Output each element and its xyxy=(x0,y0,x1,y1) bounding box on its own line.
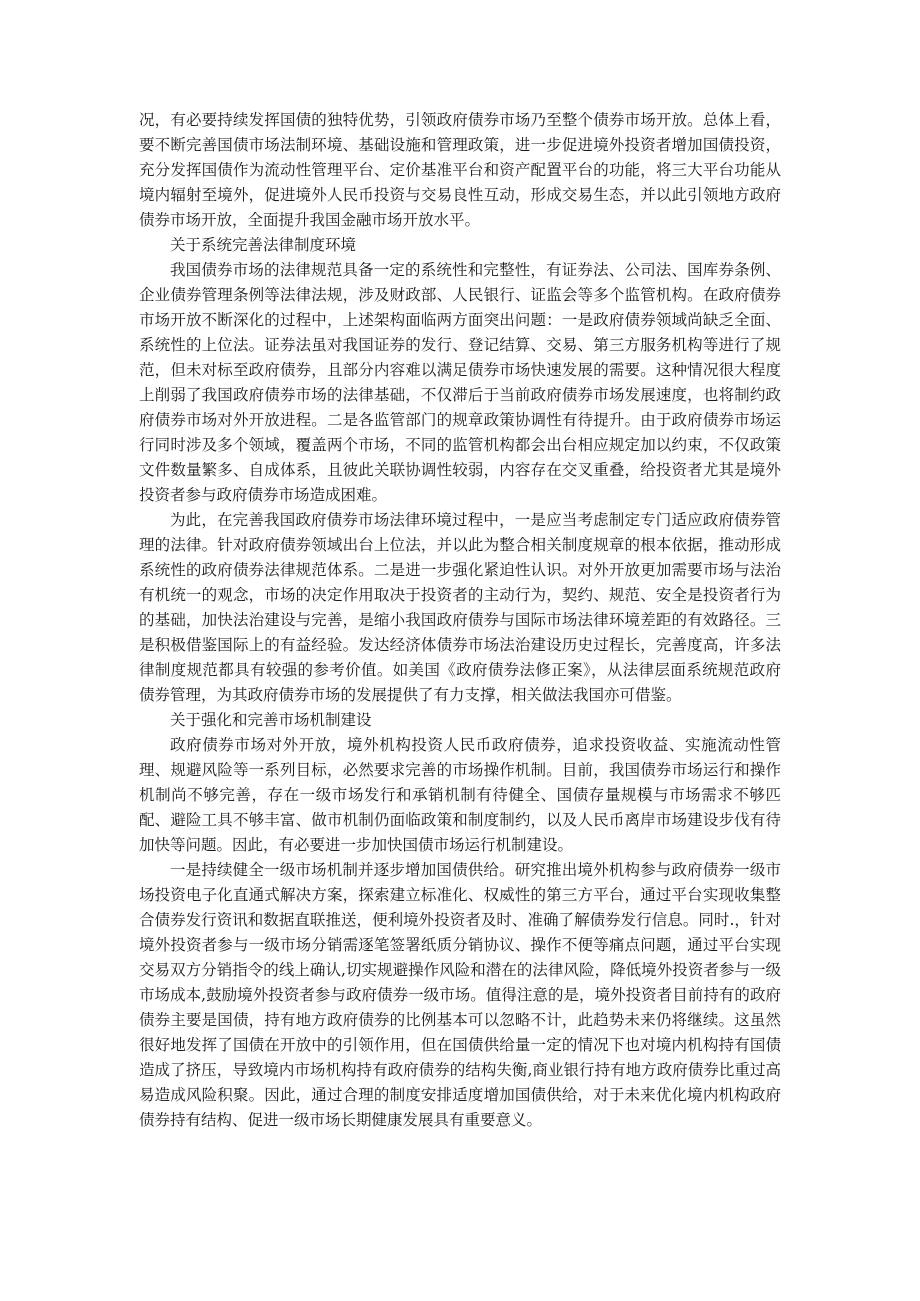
section-heading: 关于系统完善法律制度环境 xyxy=(170,236,357,254)
body-paragraph: 一是持续健全一级市场机制并逐步增加国债供给。研究推出境外机构参与政府债券一级市场投资电子化直通式解决方案，探索建立标准化、权威性的第三方平台，通过平台实现收集整合债券发行资讯和数据直联推送，便利境外投资者及时、准确了解债券发行信息。同时.，针对境外投资者参与一级市场分销需逐笔签署纸质分销协议、操作不便等痛点问题，通过平台实现交易双方分销指令的线上确认,切实规避操作风险和潜在的法律风险，降低境外投资者参与一级市场成本,鼓励境外投资者参与政府债券一级市场。值得注意的是，境外投资者目前持有的政府债券主要是国债，持有地方政府债券的比例基本可以忽略不计，此趋势未来仍将继续。这虽然很好地发挥了国债在开放中的引领作用，但在国债供给量一定的情况下也对境内机构持有国债造成了挤压，导致境内市场机构持有政府债券的结构失衡,商业银行持有地方政府债券比重过高易造成风险积聚。因此，通过合理的制度安排适度增加国债供给，对于未来优化境内机构政府债券持有结构、促进一级市场长期健康发展具有重要意义。 xyxy=(139,861,781,1129)
section-heading: 关于强化和完善市场机制建设 xyxy=(170,711,372,729)
body-paragraph: 我国债券市场的法律规范具备一定的系统性和完整性，有证券法、公司法、国库券条例、企业债券管理条例等法律法规，涉及财政部、人民银行、证监会等多个监管机构。在政府债券市场开放不断深化的过程中，上述架构面临两方面突出问题：一是政府债券领域尚缺乏全面、系统性的上位法。证券法虽对我国证券的发行、登记结算、交易、第三方服务机构等进行了规范，但未对标至政府债券，且部分内容难以满足债券市场快速发展的需要。这种情况很大程度上削弱了我国政府债券市场的法律基础，不仅滞后于当前政府债券市场发展速度，也将制约政府债券市场对外开放进程。二是各监管部门的规章政策协调性有待提升。由于政府债券市场运行同时涉及多个领域，覆盖两个市场，不同的监管机构都会出台相应规定加以约束，不仅政策文件数量繁多、自成体系，且彼此关联协调性较弱，内容存在交叉重叠，给投资者尤其是境外投资者参与政府债券市场造成困难。 xyxy=(139,261,781,504)
body-paragraph: 政府债券市场对外开放，境外机构投资人民币政府债券，追求投资收益、实施流动性管理、规避风险等一系列目标，必然要求完善的市场操作机制。目前，我国债券市场运行和操作机制尚不够完善，存在一级市场发行和承销机制有待健全、国债存量规模与市场需求不够匹配、避险工具不够丰富、做市机制仍面临政策和制度制约，以及人民币离岸市场建设步伐有待加快等问题。因此，有必要进一步加快国债市场运行机制建设。 xyxy=(139,736,781,854)
body-paragraph: 为此，在完善我国政府债券市场法律环境过程中，一是应当考虑制定专门适应政府债券管理的法律。针对政府债券领域出台上位法，并以此为整合相关制度规章的根本依据，推动形成系统性的政府债券法律规范体系。二是进一步强化紧迫性认识。对外开放更加需要市场与法治有机统一的观念，市场的决定作用取决于投资者的主动行为，契约、规范、安全是投资者行为的基础，加快法治建设与完善，是缩小我国政府债券与国际市场法律环境差距的有效路径。三是积极借鉴国际上的有益经验。发达经济体债券市场法治建设历史过程长，完善度高，许多法律制度规范都具有较强的参考价值。如美国《政府债券法修正案》，从法律层面系统规范政府债券管理，为其政府债券市场的发展提供了有力支撑，相关做法我国亦可借鉴。 xyxy=(139,511,781,704)
document-page xyxy=(139,108,781,1133)
body-paragraph: 况，有必要持续发挥国债的独特优势，引领政府债券市场乃至整个债券市场开放。总体上看，要不断完善国债市场法制环境、基础设施和管理政策，进一步促进境外投资者增加国债投资，充分发挥国债作为流动性管理平台、定价基准平台和资产配置平台的功能，将三大平台功能从境内辐射至境外，促进境外人民币投资与交易良性互动，形成交易生态，并以此引领地方政府债券市场开放，全面提升我国金融市场开放水平。 xyxy=(139,111,781,229)
